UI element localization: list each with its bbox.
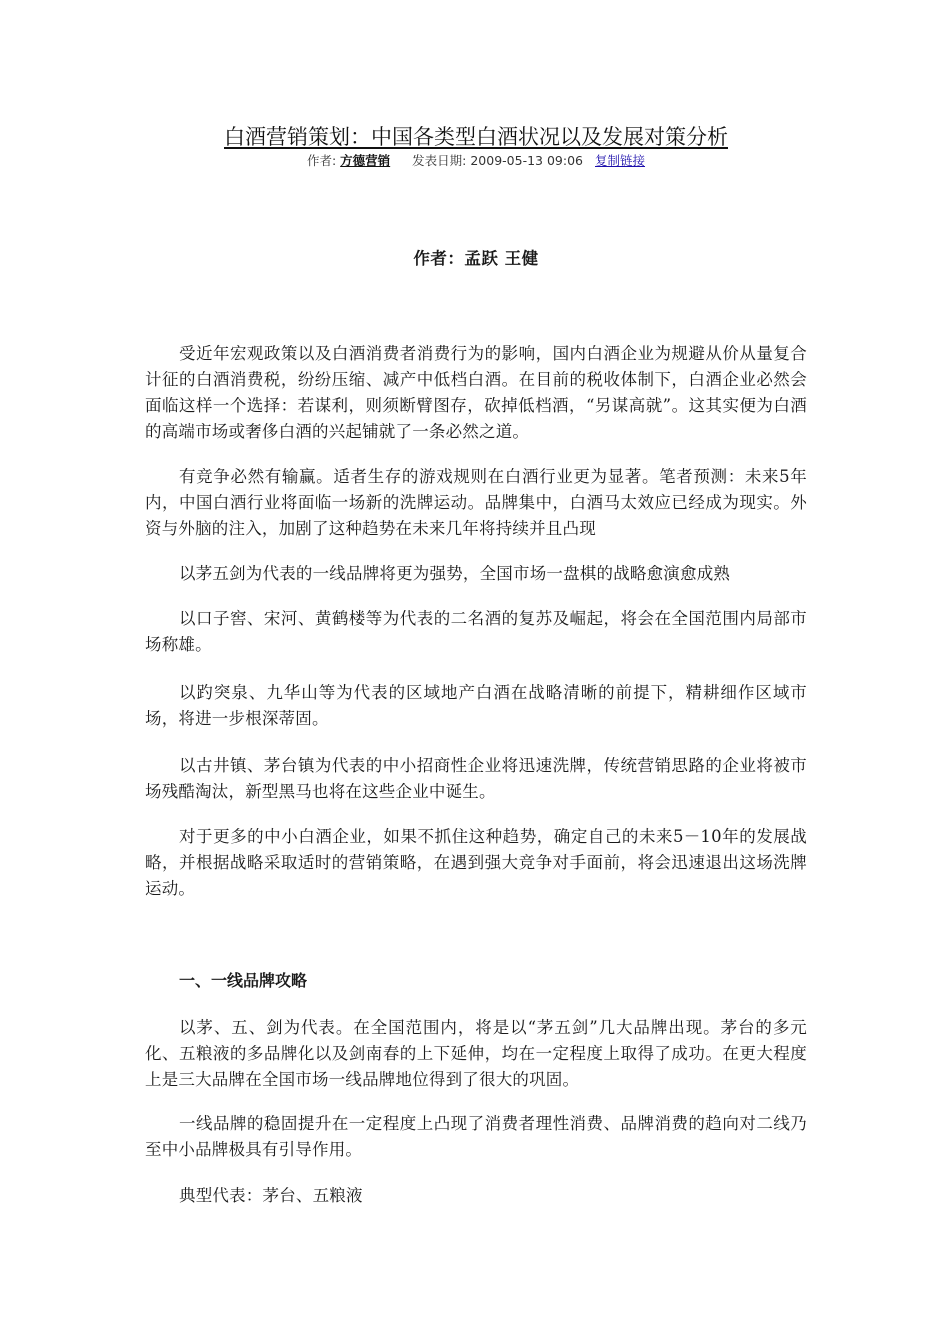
article-meta xyxy=(145,152,807,170)
section-heading: 一、一线品牌攻略 xyxy=(179,971,308,990)
publish-date: 2009-05-13 09:06 xyxy=(470,153,583,168)
copy-link[interactable]: 复制链接 xyxy=(595,153,646,168)
author-name-link[interactable]: 方德营销 xyxy=(340,153,391,168)
author-label: 作者: xyxy=(306,153,341,168)
body-paragraph: 以古井镇、茅台镇为代表的中小招商性企业将迅速洗牌，传统营销思路的企业将被市场残酷淘汰，新型黑马也将在这些企业中诞生。 xyxy=(145,756,807,801)
body-paragraph: 对于更多的中小白酒企业，如果不抓住这种趋势，确定自己的未来5－10年的发展战略，并根据战略采取适时的营销策略，在遇到强大竞争对手面前，将会迅速退出这场洗牌运动。 xyxy=(145,827,807,898)
body-paragraph: 以口子窖、宋河、黄鹤楼等为代表的二名酒的复苏及崛起，将会在全国范围内局部市场称雄。 xyxy=(145,609,807,654)
body-paragraph: 以趵突泉、九华山等为代表的区域地产白酒在战略清晰的前提下，精耕细作区域市场，将进一步根深蒂固。 xyxy=(145,683,807,728)
body-paragraph: 典型代表：茅台、五粮液 xyxy=(179,1186,363,1205)
body-paragraph: 受近年宏观政策以及白酒消费者消费行为的影响，国内白酒企业为规避从价从量复合计征的白酒消费税，纷纷压缩、减产中低档白酒。在目前的税收体制下，白酒企业必然会面临这样一个选择：若谋利，则须断臂图存，砍掉低档酒，“另谋高就”。这其实便为白酒的高端市场或奢侈白酒的兴起铺就了一条必然之道。 xyxy=(145,344,807,441)
body-paragraph: 有竞争必然有输赢。适者生存的游戏规则在白酒行业更为显著。笔者预测：未来5年内，中国白酒行业将面临一场新的洗牌运动。品牌集中，白酒马太效应已经成为现实。外资与外脑的注入，加剧了这种趋势在未来几年将持续并且凸现 xyxy=(145,467,807,538)
article-title: 白酒营销策划：中国各类型白酒状况以及发展对策分析 xyxy=(224,125,728,149)
body-paragraph: 以茅、五、剑为代表。在全国范围内，将是以“茅五剑”几大品牌出现。茅台的多元化、五粮液的多品牌化以及剑南春的上下延伸，均在一定程度上取得了成功。在更大程度上是三大品牌在全国市场一线品牌地位得到了很大的巩固。 xyxy=(145,1018,807,1089)
body-paragraph: 以茅五剑为代表的一线品牌将更为强势，全国市场一盘棋的战略愈演愈成熟 xyxy=(179,564,731,583)
body-paragraph: 一线品牌的稳固提升在一定程度上凸现了消费者理性消费、品牌消费的趋向对二线乃至中小品牌极具有引导作用。 xyxy=(145,1114,807,1159)
date-label: 发表日期: xyxy=(412,153,471,168)
article-byline: 作者：孟跃 王健 xyxy=(413,249,539,268)
